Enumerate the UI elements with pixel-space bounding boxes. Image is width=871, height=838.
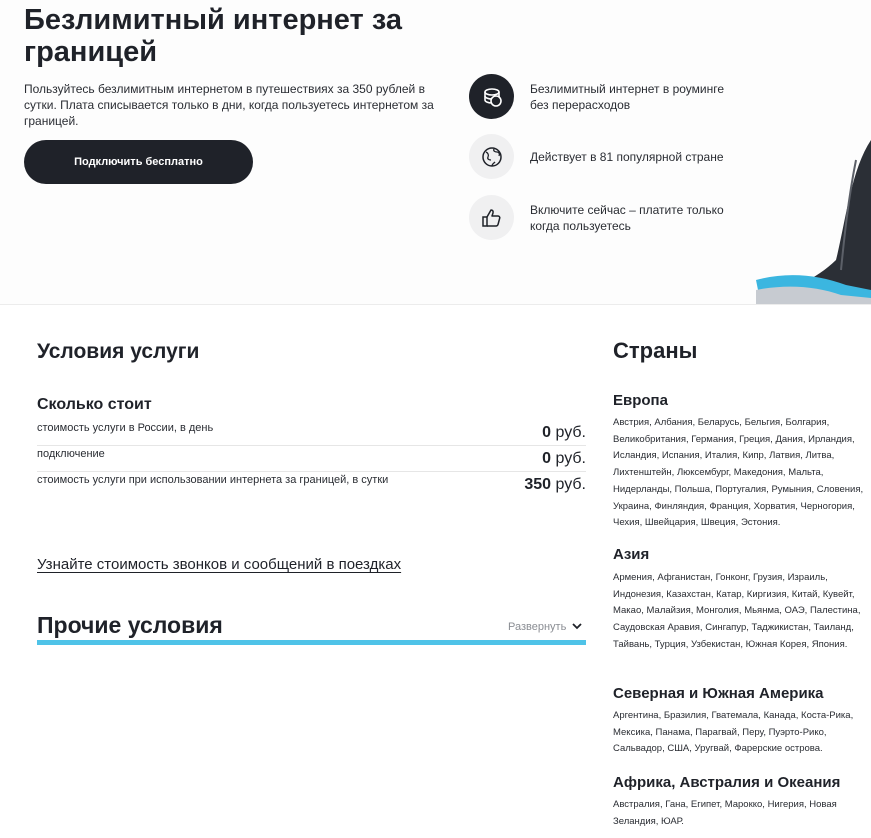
price-value: 0 руб.	[542, 424, 586, 441]
region-list-asia: Армения, Афганистан, Гонконг, Грузия, Израиль, Индонезия, Казахстан, Катар, Киргизия, Китай, Кувейт, Макао, Малайзия, Монголия, Мьянма, ОАЭ, Палестина, Саудовская Аравия, Сингапур, Таджикистан, Таиланд, Тайвань, Турция, Узбекистан, Южная Корея, Япония.	[613, 572, 861, 650]
conditions-title: Условия услуги	[37, 340, 200, 363]
hero-description: Пользуйтесь безлимитным интернетом в путешествиях за 350 рублей в сутки. Плата списывается только в дни, когда пользуетесь интернетом за границей.	[24, 82, 434, 128]
region-name-europe: Европа	[613, 392, 668, 409]
connect-free-button[interactable]: Подключить бесплатно	[24, 140, 253, 184]
countries-title: Страны	[613, 338, 698, 363]
calls-pricing-link[interactable]: Узнайте стоимость звонков и сообщений в поездках	[37, 556, 402, 573]
region-list-europe: Австрия, Албания, Беларусь, Бельгия, Болгария, Великобритания, Германия, Греция, Дания, Ирландия, Исландия, Испания, Италия, Кипр, Латвия, Литва, Лихтенштейн, Люксембург, Македония, Мальта, Нидерланды, Польша, Португалия, Румыния, Словения, Украина, Финляндия, Франция, Хорватия, Черногория, Чехия, Швейцария, Швеция, Эстония.	[613, 417, 864, 529]
section-underline	[37, 640, 586, 645]
price-label: стоимость услуги в России, в день	[37, 422, 214, 434]
coins-icon	[469, 74, 514, 119]
feature-text: Действует в 81 популярной стране	[530, 149, 724, 164]
region-name-asia: Азия	[613, 546, 650, 563]
feature-item-pay-when-use	[469, 195, 745, 240]
globe-icon	[469, 134, 514, 179]
other-conditions-title: Прочие условия	[37, 612, 223, 638]
region-name-americas: Северная и Южная Америка	[613, 685, 824, 702]
expand-label: Развернуть	[508, 621, 567, 633]
region-list-africa-oceania: Австралия, Гана, Египет, Марокко, Нигерия, Новая Зеландия, ЮАР.	[613, 799, 837, 827]
price-label: стоимость услуги при использовании интернета за границей, в сутки	[37, 474, 389, 486]
price-row	[37, 446, 586, 472]
chevron-down-icon	[572, 621, 582, 633]
price-value: 350 руб.	[524, 476, 586, 493]
feature-text: Безлимитный интернет в роуминге без перерасходов	[530, 81, 725, 112]
price-title: Сколько стоит	[37, 396, 152, 413]
price-row	[37, 420, 586, 446]
price-row	[37, 472, 586, 498]
expand-toggle[interactable]	[508, 621, 582, 633]
price-value: 0 руб.	[542, 450, 586, 467]
page-title: Безлимитный интернет за границей	[24, 4, 402, 68]
feature-text: Включите сейчас – платите только когда пользуетесь	[530, 202, 724, 233]
thumbs-up-icon	[469, 195, 514, 240]
region-name-africa-oceania: Африка, Австралия и Океания	[613, 774, 841, 791]
feature-item-unlimited	[469, 74, 745, 119]
region-list-americas: Аргентина, Бразилия, Гватемала, Канада, Коста-Рика, Мексика, Панама, Парагвай, Перу, Пуэрто-Рико, Сальвадор, США, Уругвай, Фарерские острова.	[613, 710, 854, 755]
feature-item-countries	[469, 134, 745, 179]
hero-banner	[0, 0, 871, 305]
price-label: подключение	[37, 448, 105, 460]
decorative-illustration	[756, 140, 871, 305]
